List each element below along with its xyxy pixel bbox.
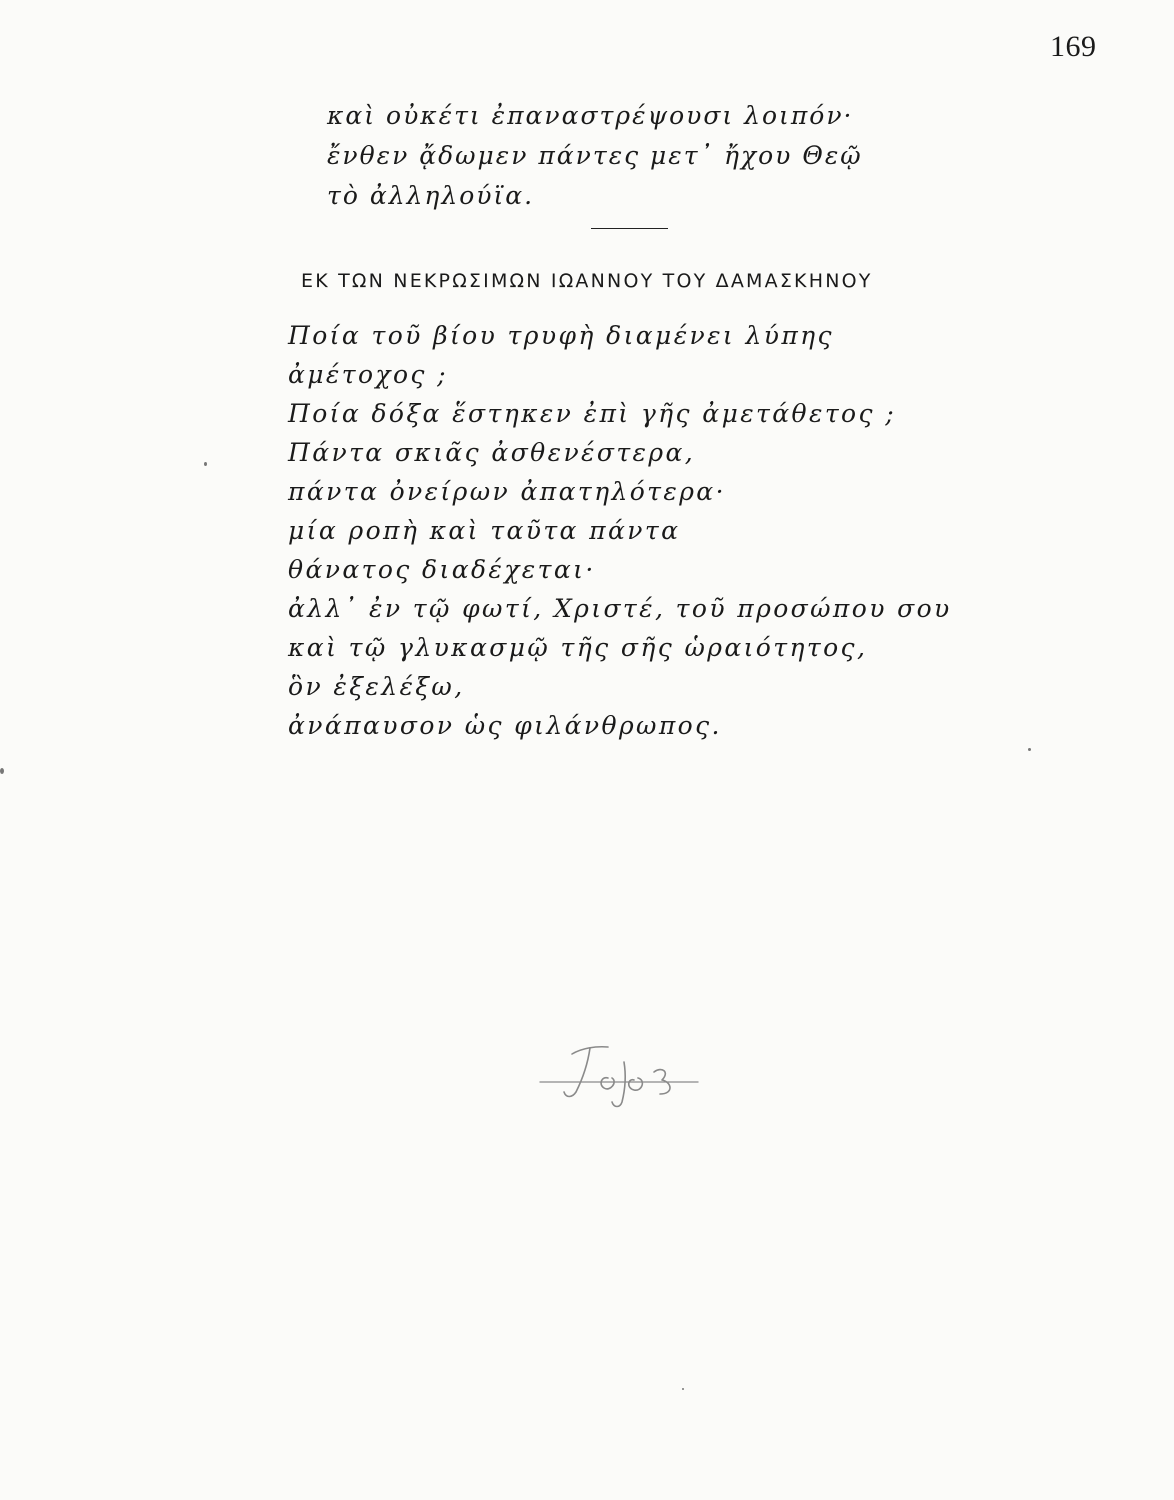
page-number: 169: [1050, 30, 1097, 63]
section-separator: [591, 228, 668, 229]
scan-speck: [682, 1388, 684, 1390]
poem-line: καὶ οὐκέτι ἐπαναστρέψουσι λοιπόν·: [327, 101, 854, 130]
pencil-annotation: [538, 1032, 706, 1112]
poem-line: ἀνάπαυσον ὡς φιλάνθρωπος.: [288, 711, 722, 740]
poem-top-stanza: [327, 96, 863, 216]
scan-speck: [0, 768, 4, 774]
poem-line: ἀλλ᾽ ἐν τῷ φωτί, Χριστέ, τοῦ προσώπου σου: [288, 594, 952, 623]
poem-line: Ποία δόξα ἕστηκεν ἐπὶ γῆς ἀμετάθετος ;: [288, 399, 897, 428]
poem-line: ὃν ἐξελέξω,: [288, 672, 465, 701]
poem-line: καὶ τῷ γλυκασμῷ τῆς σῆς ὡραιότητος,: [288, 633, 868, 662]
poem-line: ἔνθεν ᾄδωμεν πάντες μετ᾽ ἤχου Θεῷ: [327, 141, 863, 170]
poem-line: τὸ ἀλληλούϊα.: [327, 181, 535, 210]
poem-main-stanza: [288, 316, 952, 745]
section-heading: ΕΚ ΤΩΝ ΝΕΚΡΩΣΙΜΩΝ ΙΩΑΝΝΟΥ ΤΟΥ ΔΑΜΑΣΚΗΝΟΥ: [301, 270, 873, 292]
poem-line: πάντα ὀνείρων ἀπατηλότερα·: [288, 477, 726, 506]
poem-line: μία ροπὴ καὶ ταῦτα πάντα: [288, 516, 681, 545]
scan-speck: [1028, 748, 1031, 751]
poem-line: Πάντα σκιᾶς ἀσθενέστερα,: [288, 438, 696, 467]
poem-line: Ποία τοῦ βίου τρυφὴ διαμένει λύπης: [288, 321, 834, 350]
poem-line: θάνατος διαδέχεται·: [288, 555, 596, 584]
scan-speck: [204, 462, 207, 466]
poem-line: ἀμέτοχος ;: [288, 360, 448, 389]
